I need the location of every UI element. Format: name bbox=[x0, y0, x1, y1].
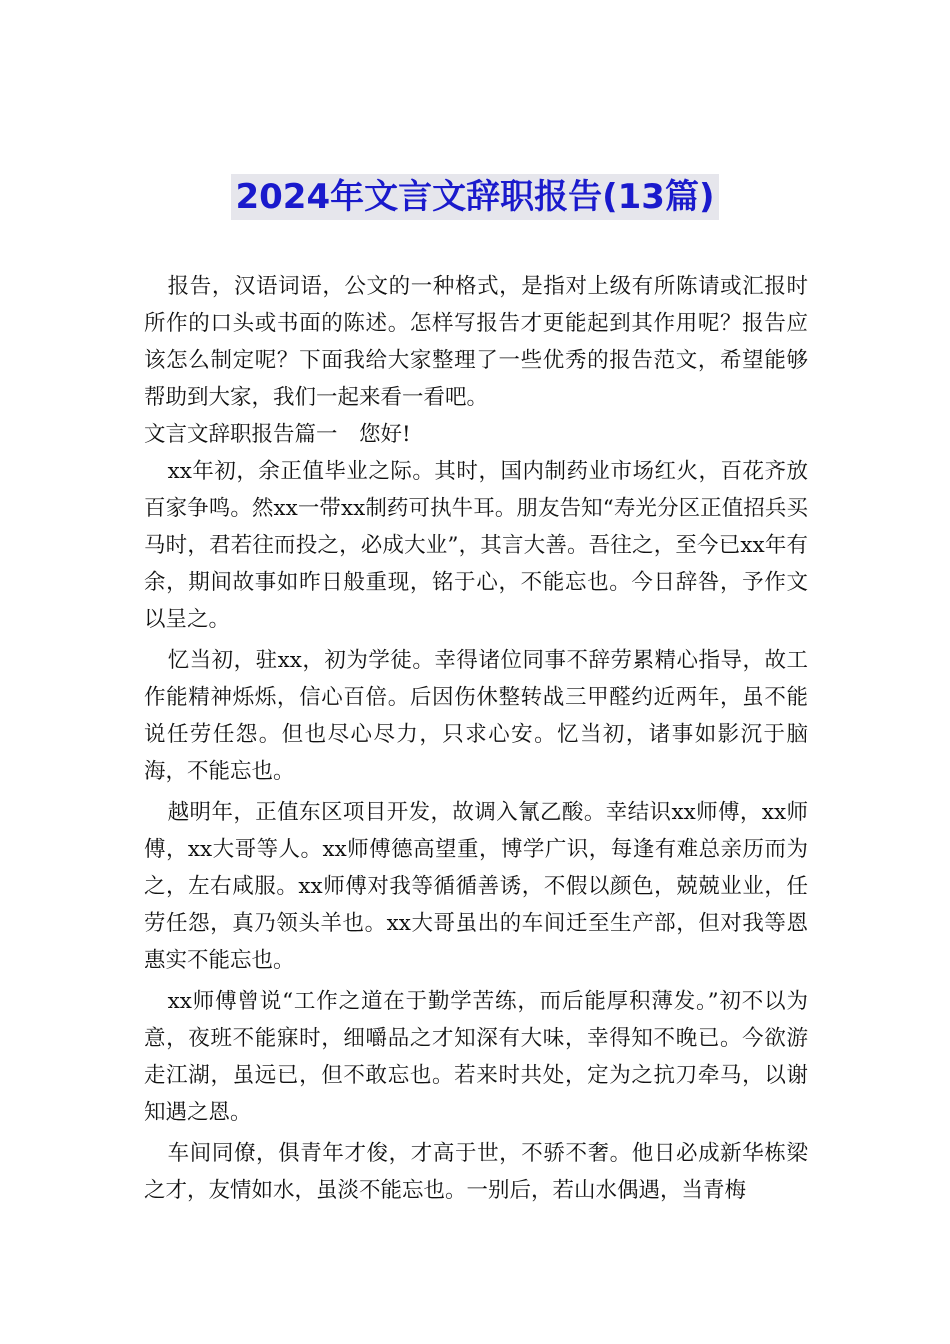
title-container bbox=[0, 174, 950, 220]
document-body bbox=[144, 268, 808, 1209]
body-paragraph-2: 忆当初，驻xx，初为学徒。幸得诸位同事不辞劳累精心指导，故工作能精神烁烁，信心百倍。后因伤休整转战三甲醛约近两年，虽不能说任劳任怨。但也尽心尽力，只求心安。忆当初，诸事如影沉于脑海，不能忘也。 bbox=[144, 648, 808, 784]
intro-paragraph: 报告，汉语词语，公文的一种格式，是指对上级有所陈请或汇报时所作的口头或书面的陈述。怎样写报告才更能起到其作用呢？报告应该怎么制定呢？下面我给大家整理了一些优秀的报告范文，希望能够帮助到大家，我们一起来看一看吧。 bbox=[144, 274, 808, 410]
body-paragraph-1: xx年初，余正值毕业之际。其时，国内制药业市场红火，百花齐放百家争鸣。然xx一带xx制药可执牛耳。朋友告知“寿光分区正值招兵买马时，君若往而投之，必成大业”，其言大善。吾往之，至今已xx年有余，期间故事如昨日般重现，铭于心，不能忘也。今日辞咎，予作文以呈之。 bbox=[144, 459, 808, 632]
body-paragraph-3: 越明年，正值东区项目开发，故调入氰乙酸。幸结识xx师傅，xx师傅，xx大哥等人。xx师傅德高望重，博学广识，每逢有难总亲历而为之，左右咸服。xx师傅对我等循循善诱，不假以颜色，兢兢业业，任劳任怨，真乃领头羊也。xx大哥虽出的车间迁至生产部，但对我等恩惠实不能忘也。 bbox=[144, 800, 808, 973]
section-heading: 文言文辞职报告篇一 您好! bbox=[144, 422, 411, 447]
document-title: 2024年文言文辞职报告(13篇) bbox=[231, 174, 718, 220]
body-paragraph-4: xx师傅曾说“工作之道在于勤学苦练，而后能厚积薄发。”初不以为意，夜班不能寐时，细嚼品之才知深有大味，幸得知不晚已。今欲游走江湖，虽远已，但不敢忘也。若来时共处，定为之抗刀牵马，以谢知遇之恩。 bbox=[144, 989, 808, 1125]
body-paragraph-5: 车间同僚，俱青年才俊，才高于世，不骄不奢。他日必成新华栋梁之才，友情如水，虽淡不能忘也。一别后，若山水偶遇，当青梅 bbox=[144, 1141, 808, 1203]
